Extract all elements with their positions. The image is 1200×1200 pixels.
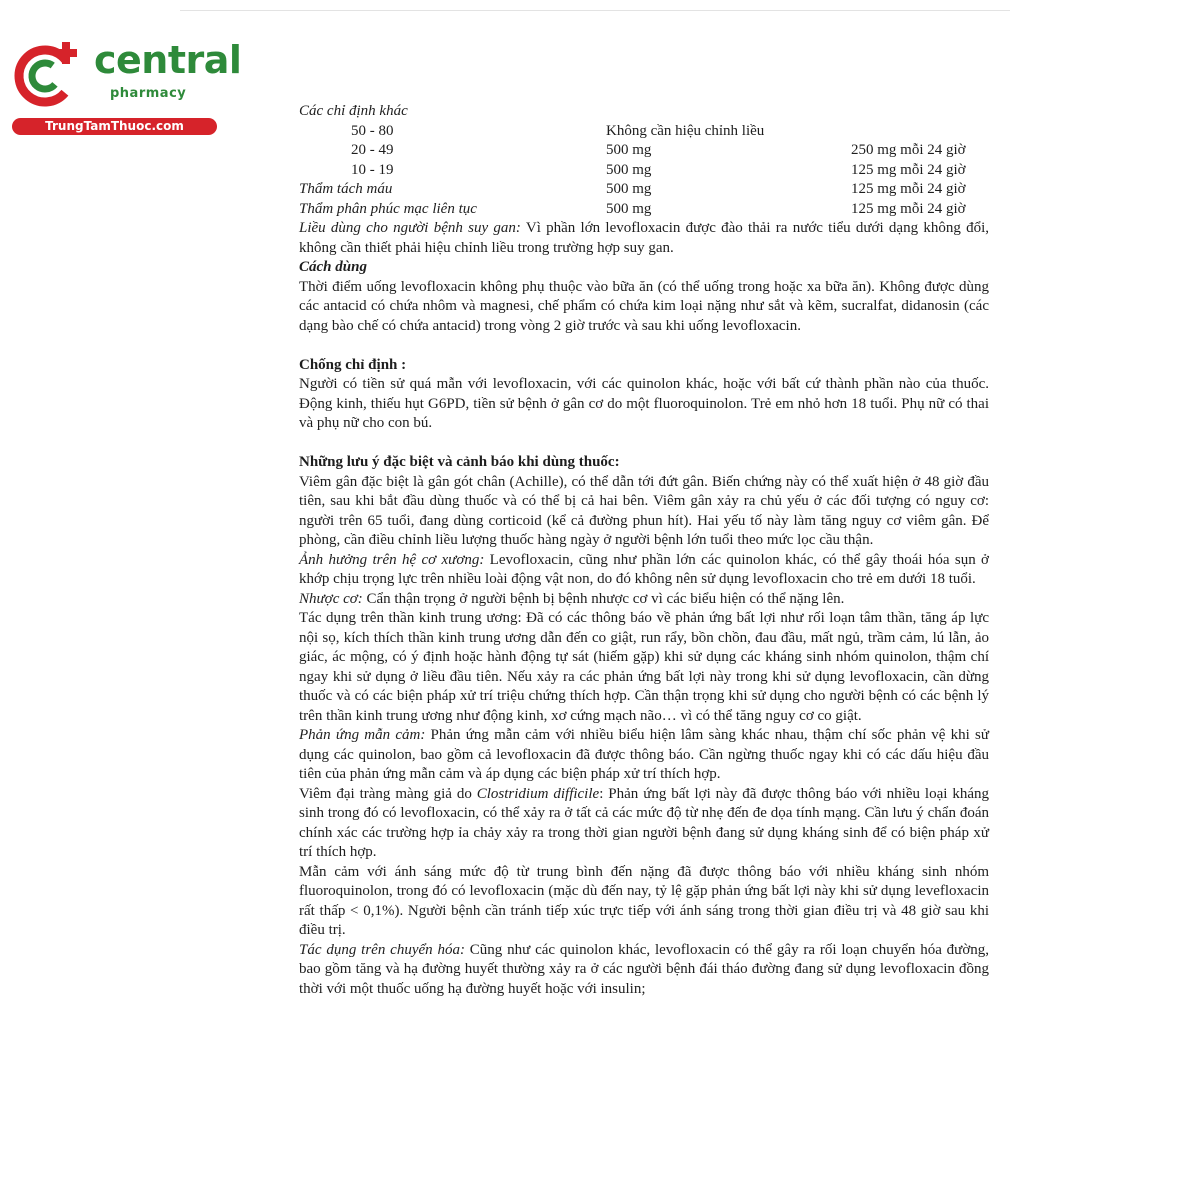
dosing-row-regimen: 250 mg mỗi 24 giờ <box>851 142 966 158</box>
colitis-warning-text-b: : Phản ứng bất lợi này đã được thông báo với nhiều loại kháng sinh trong đó có levofloxacin, có thể xảy ra ở tất cả các mức độ từ nhẹ đến đe dọa tính mạng. Cần lưu ý chẩn đoán chính xác các trường hợp ỉa chảy xảy ra trong thời gian người bệnh đang sử dụng kháng sinh để có biện pháp xử trí thích hợp. <box>299 785 989 860</box>
liver-dosing-label: Liều dùng cho người bệnh suy gan: <box>299 220 521 236</box>
myasthenia-warning-text: Cẩn thận trọng ở người bệnh bị bệnh nhược cơ vì các biểu hiện có thể nặng lên. <box>362 590 845 607</box>
dosing-row-dose: 500 mg <box>606 161 652 178</box>
colitis-organism-name: Clostridium difficile <box>476 785 600 802</box>
dosing-row-label: Thẩm phân phúc mạc liên tục <box>299 200 477 217</box>
bone-warning-label: Ảnh hưởng trên hệ cơ xương: <box>299 551 485 568</box>
warnings-heading: Những lưu ý đặc biệt và cảnh báo khi dùng thuốc: <box>299 454 620 470</box>
cns-warning-paragraph: Tác dụng trên thần kinh trung ương: Đã có các thông báo về phản ứng bất lợi như rối loạn tâm thần, tăng áp lực nội sọ, kích thích thần kinh trung ương dẫn đến co giật, run rẩy, bồn chồn, đau đầu, mất ngủ, trầm cảm, lú lẫn, ảo giác, ác mộng, có ý định hoặc hành động tự sát (hiếm gặp) khi sử dụng các kháng sinh nhóm quinolon, thậm chí ngay khi sử dụng ở liều đầu tiên. Nếu xảy ra các phản ứng bất lợi này trong khi sử dụng levofloxacin, cần dừng thuốc và có các biện pháp xử trí triệu chứng thích hợp. Cần thận trọng khi sử dụng cho người bệnh có các bệnh lý trên thần kinh trung ương như động kinh, xơ cứng mạch não… vì có thể tăng nguy cơ co giật. <box>299 610 989 724</box>
central-pharmacy-logo-icon <box>12 38 84 110</box>
dosing-row-dose: 500 mg <box>606 181 652 197</box>
dosing-row <box>299 180 989 200</box>
document-page <box>299 102 989 999</box>
dosing-row-regimen: 125 mg mỗi 24 giờ <box>851 181 966 197</box>
dosing-row-dose: 500 mg <box>606 200 652 217</box>
dosing-row-label: 20 - 49 <box>351 142 394 158</box>
myasthenia-warning-label: Nhược cơ: <box>299 590 363 607</box>
photosensitivity-warning-paragraph: Mẫn cảm với ánh sáng mức độ từ trung bình đến nặng đã được thông báo với nhiều kháng sinh nhóm fluoroquinolon, trong đó có levofloxacin (mặc dù đến nay, tỷ lệ gặp phản ứng bất lợi này khi sử dụng levefloxacin rất thấp < 0,1%). Người bệnh cần tránh tiếp xúc trực tiếp với ánh sáng trong thời gian điều trị và 48 giờ sau khi điều trị. <box>299 863 989 938</box>
dosing-row-dose: Không cần hiệu chỉnh liều <box>606 122 765 139</box>
bone-warning-text: Levofloxacin, cũng như phần lớn các quinolon khác, có thể gây thoái hóa sụn ở khớp chịu trọng lực trên nhiều loài động vật non, do đó không nên sử dụng levofloxacin cho trẻ em dưới 18 tuổi. <box>299 551 989 587</box>
metabolic-warning-text: Cũng như các quinolon khác, levofloxacin có thể gây ra rối loạn chuyển hóa đường, bao gồm tăng và hạ đường huyết thường xảy ra ở các người bệnh đái tháo đường đang sử dụng levofloxacin đồng thời với một thuốc uống hạ đường huyết hoặc với insulin; <box>299 941 989 997</box>
dosing-row-regimen: 125 mg mỗi 24 giờ <box>851 161 966 178</box>
dosing-row-dose: 500 mg <box>606 142 652 158</box>
scan-edge-line <box>180 10 1010 11</box>
allergy-warning-label: Phản ứng mẫn cảm: <box>299 727 426 743</box>
dosing-row-label: 50 - 80 <box>351 122 394 139</box>
metabolic-warning-paragraph <box>299 941 989 1000</box>
usage-paragraph: Thời điểm uống levofloxacin không phụ thuộc vào bữa ăn (có thể uống trong hoặc xa bữa ăn). Không được dùng các antacid có chứa nhôm và magnesi, chế phẩm có chứa kim loại nặng như sắt và kẽm, sucralfat, didanosin (các dạng bào chế có chứa antacid) trong vòng 2 giờ trước và sau khi uống levofloxacin. <box>299 278 989 334</box>
colitis-warning-paragraph <box>299 785 989 863</box>
dosing-row-regimen: 125 mg mỗi 24 giờ <box>851 200 966 217</box>
logo-subtitle: pharmacy <box>110 86 187 101</box>
contraindications-paragraph: Người có tiền sử quá mẫn với levofloxacin, với các quinolon khác, hoặc với bất cứ thành phần nào của thuốc. Động kinh, thiếu hụt G6PD, tiền sử bệnh ở gân cơ do một fluoroquinolon. Trẻ em nhỏ hơn 18 tuổi. Phụ nữ có thai và phụ nữ cho con bú. <box>299 376 989 431</box>
contraindications-heading: Chống chỉ định : <box>299 356 407 373</box>
logo-website[interactable]: TrungTamThuoc.com <box>12 118 217 135</box>
liver-dosing-paragraph <box>299 219 989 258</box>
dosing-row <box>299 122 989 142</box>
dosing-row <box>299 141 989 161</box>
usage-heading: Cách dùng <box>299 259 367 275</box>
metabolic-warning-label: Tác dụng trên chuyển hóa: <box>299 941 465 958</box>
logo-brand-name: central <box>94 38 242 82</box>
allergy-warning-paragraph <box>299 726 989 785</box>
colitis-warning-text-a: Viêm đại tràng màng giả do <box>299 785 477 802</box>
dosing-row <box>299 200 989 220</box>
brand-logo[interactable] <box>8 36 242 136</box>
allergy-warning-text: Phản ứng mẫn cảm với nhiều biểu hiện lâm sàng khác nhau, thậm chí sốc phản vệ khi sử dụng các quinolon, bao gồm cả levofloxacin đã được thông báo. Cần ngừng thuốc ngay khi có các dấu hiệu đầu tiên của phản ứng mẫn cảm và áp dụng các biện pháp xử trí thích hợp. <box>299 727 989 782</box>
dosing-row-label: Thẩm tách máu <box>299 181 393 197</box>
bone-warning-paragraph <box>299 551 989 590</box>
liver-dosing-text: Vì phần lớn levofloxacin được đào thải ra nước tiểu dưới dạng không đổi, không cần thiết phải hiệu chỉnh liều trong trường hợp suy gan. <box>299 220 990 256</box>
dosing-subheading: Các chỉ định khác <box>299 103 408 119</box>
dosing-row <box>299 161 989 181</box>
dosing-row-label: 10 - 19 <box>351 161 394 178</box>
tendon-warning-paragraph: Viêm gân đặc biệt là gân gót chân (Achille), có thể dẫn tới đứt gân. Biến chứng này có thể xuất hiện ở 48 giờ đầu tiên, sau khi bắt đầu dùng thuốc và có thể bị cả hai bên. Viêm gân xảy ra chủ yếu ở các đối tượng có nguy cơ: người trên 65 tuổi, đang dùng corticoid (kể cả đường phun hít). Hai yếu tố này làm tăng nguy cơ viêm gân. Để phòng, cần điều chỉnh liều lượng thuốc hàng ngày ở người bệnh lớn tuổi theo mức lọc cầu thận. <box>299 473 989 548</box>
myasthenia-warning-paragraph <box>299 590 989 610</box>
